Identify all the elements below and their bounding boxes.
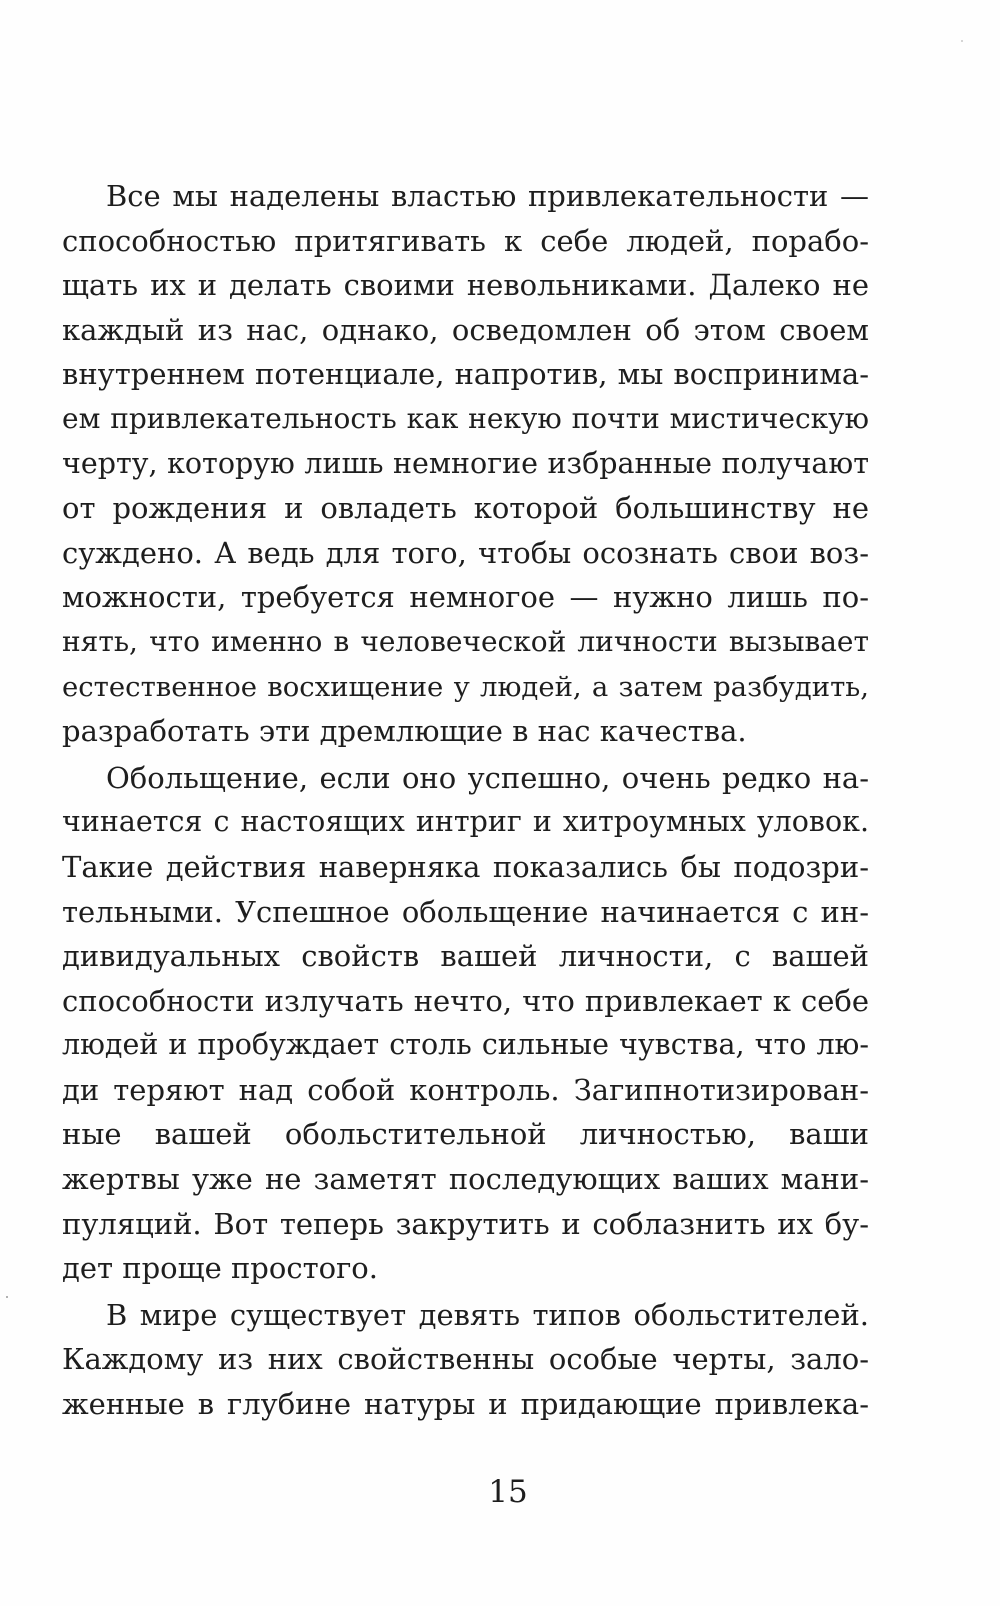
text-line: черту, которую лишь немногие избранные получают (62, 446, 869, 480)
text-line: жертвы уже не заметят последующих ваших мани- (62, 1162, 869, 1197)
text-line: пуляций. Вот теперь закрутить и соблазнить их бу- (62, 1206, 869, 1241)
text-line: Такие действия наверняка показались бы подозри- (62, 849, 869, 884)
page-number: 15 (488, 1474, 528, 1510)
text-line: дивидуальных свойств вашей личности, с вашей (62, 939, 869, 974)
text-line: внутреннем потенциале, напротив, мы воспринима- (62, 357, 869, 392)
text-line: ные вашей обольстительной личностью, ваши (62, 1117, 869, 1152)
text-line: дет проще простого. (62, 1251, 378, 1286)
paragraph-3 (62, 1293, 869, 1427)
text-line: естественное восхищение у людей, а затем разбудить, (62, 670, 869, 703)
text-line: Обольщение, если оно успешно, очень редко на- (106, 760, 869, 795)
text-line: ем привлекательность как некую почти мистическую (62, 401, 869, 435)
text-line: нять, что именно в человеческой личности вызывает (62, 624, 869, 658)
text-line: способности излучать нечто, что привлекает к себе (62, 983, 869, 1018)
text-line: В мире существует девять типов обольстителей. (106, 1297, 869, 1332)
text-line: женные в глубине натуры и придающие привлека- (62, 1387, 869, 1422)
text-line: тельными. Успешное обольщение начинается с ин- (62, 894, 869, 929)
paper-speck (6, 1296, 8, 1298)
text-line: людей и пробуждает столь сильные чувства, что лю- (62, 1028, 869, 1062)
text-line: разработать эти дремлющие в нас качества. (62, 714, 747, 749)
paragraph-1 (62, 174, 869, 754)
text-line: можности, требуется немногое — нужно лишь по- (62, 580, 869, 615)
text-line: ди теряют над собой контроль. Загипнотизирован- (62, 1072, 869, 1107)
text-line: способностью притягивать к себе людей, порабо- (62, 223, 869, 258)
paragraph-2 (62, 756, 869, 1291)
text-line: щать их и делать своими невольниками. Далеко не (62, 268, 869, 303)
text-line: Каждому из них свойственны особые черты, зало- (62, 1342, 869, 1377)
text-line: Все мы наделены властью привлекательности — (106, 179, 869, 213)
text-line: каждый из нас, однако, осведомлен об этом своем (62, 312, 869, 347)
text-line: суждено. А ведь для того, чтобы осознать свои воз- (62, 535, 869, 570)
paper-speck (961, 40, 963, 42)
body-text (62, 174, 869, 1429)
text-line: чинается с настоящих интриг и хитроумных уловок. (62, 805, 869, 839)
text-line: от рождения и овладеть которой большинству не (62, 491, 869, 526)
